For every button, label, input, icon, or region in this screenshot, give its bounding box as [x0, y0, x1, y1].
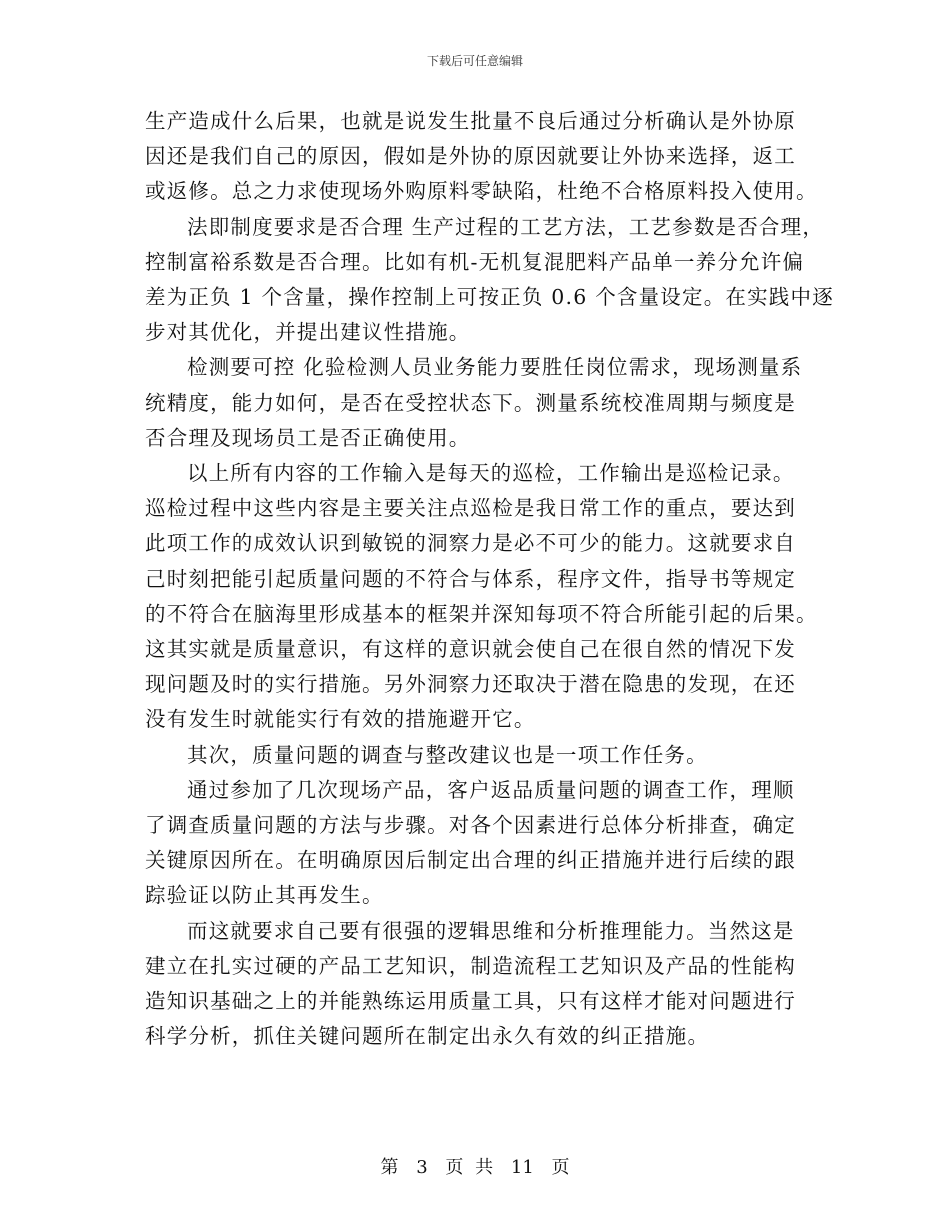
text-line: 关键原因所在。在明确原因后制定出合理的纠正措施并进行后续的跟	[145, 848, 796, 873]
text-line: 步对其优化，并提出建议性措施。	[145, 320, 471, 345]
text-line: 或返修。总之力求使现场外购原料零缺陷，杜绝不合格原料投入使用。	[145, 179, 818, 204]
paragraph	[145, 914, 820, 1055]
paragraph	[145, 738, 820, 773]
text-line: 踪验证以防止其再发生。	[145, 883, 384, 908]
text-line: 差为正负 1 个含量，操作控制上可按正负 0.6 个含量设定。在实践中逐	[145, 285, 834, 310]
text-line: 造知识基础之上的并能熟练运用质量工具，只有这样才能对问题进行	[145, 989, 796, 1014]
text-line: 法即制度要求是否合理 生产过程的工艺方法，工艺参数是否合理，	[187, 214, 825, 239]
paragraph	[145, 350, 820, 456]
text-line: 己时刻把能引起质量问题的不符合与体系，程序文件，指导书等规定	[145, 566, 796, 591]
text-line: 现问题及时的实行措施。另外洞察力还取决于潜在隐患的发现，在还	[145, 672, 796, 697]
page-footer	[0, 1153, 950, 1179]
page-label-mid: 页 共	[445, 1157, 494, 1178]
paragraph	[145, 773, 820, 914]
page-label-pre: 第	[380, 1157, 399, 1178]
body-text	[145, 104, 834, 1054]
text-line: 科学分析，抓住关键问题所在制定出永久有效的纠正措施。	[145, 1024, 710, 1049]
text-line: 生产造成什么后果，也就是说发生批量不良后通过分析确认是外协原	[145, 109, 796, 133]
text-line: 控制富裕系数是否合理。比如有机-无机复混肥料产品单一养分允许偏	[145, 249, 805, 274]
text-line: 建立在扎实过硬的产品工艺知识，制造流程工艺知识及产品的性能构	[145, 953, 796, 978]
text-line: 否合理及现场员工是否正确使用。	[145, 425, 471, 450]
text-line: 此项工作的成效认识到敏锐的洞察力是必不可少的能力。这就要求自	[145, 531, 796, 556]
text-line: 以上所有内容的工作输入是每天的巡检，工作输出是巡检记录。	[187, 461, 795, 486]
text-line: 因还是我们自己的原因，假如是外协的原因就要让外协来选择，返工	[145, 144, 796, 169]
text-line: 了调查质量问题的方法与步骤。对各个因素进行总体分析排查，确定	[145, 813, 796, 838]
text-line: 检测要可控 化验检测人员业务能力要胜任岗位需求，现场测量系	[187, 355, 803, 380]
page-header: 下载后可任意编辑	[426, 54, 523, 68]
text-line: 没有发生时就能实行有效的措施避开它。	[145, 707, 536, 732]
paragraph	[145, 210, 834, 351]
text-line: 这其实就是质量意识，有这样的意识就会使自己在很自然的情况下发	[145, 637, 796, 662]
text-line: 其次，质量问题的调查与整改建议也是一项工作任务。	[187, 742, 708, 767]
page-label-post: 页	[551, 1157, 570, 1178]
text-line: 巡检过程中这些内容是主要关注点巡检是我日常工作的重点，要达到	[145, 496, 796, 521]
text-line: 通过参加了几次现场产品，客户返品质量问题的调查工作，理顺	[187, 777, 795, 802]
page-number: 3	[416, 1157, 428, 1178]
text-line: 而这就要求自己要有很强的逻辑思维和分析推理能力。当然这是	[187, 918, 795, 943]
paragraph	[145, 104, 820, 210]
total-pages: 11	[510, 1157, 534, 1178]
text-line: 的不符合在脑海里形成基本的框架并深知每项不符合所能引起的后果。	[145, 601, 818, 626]
paragraph	[145, 456, 820, 738]
text-line: 统精度，能力如何，是否在受控状态下。测量系统校准周期与频度是	[145, 390, 796, 415]
